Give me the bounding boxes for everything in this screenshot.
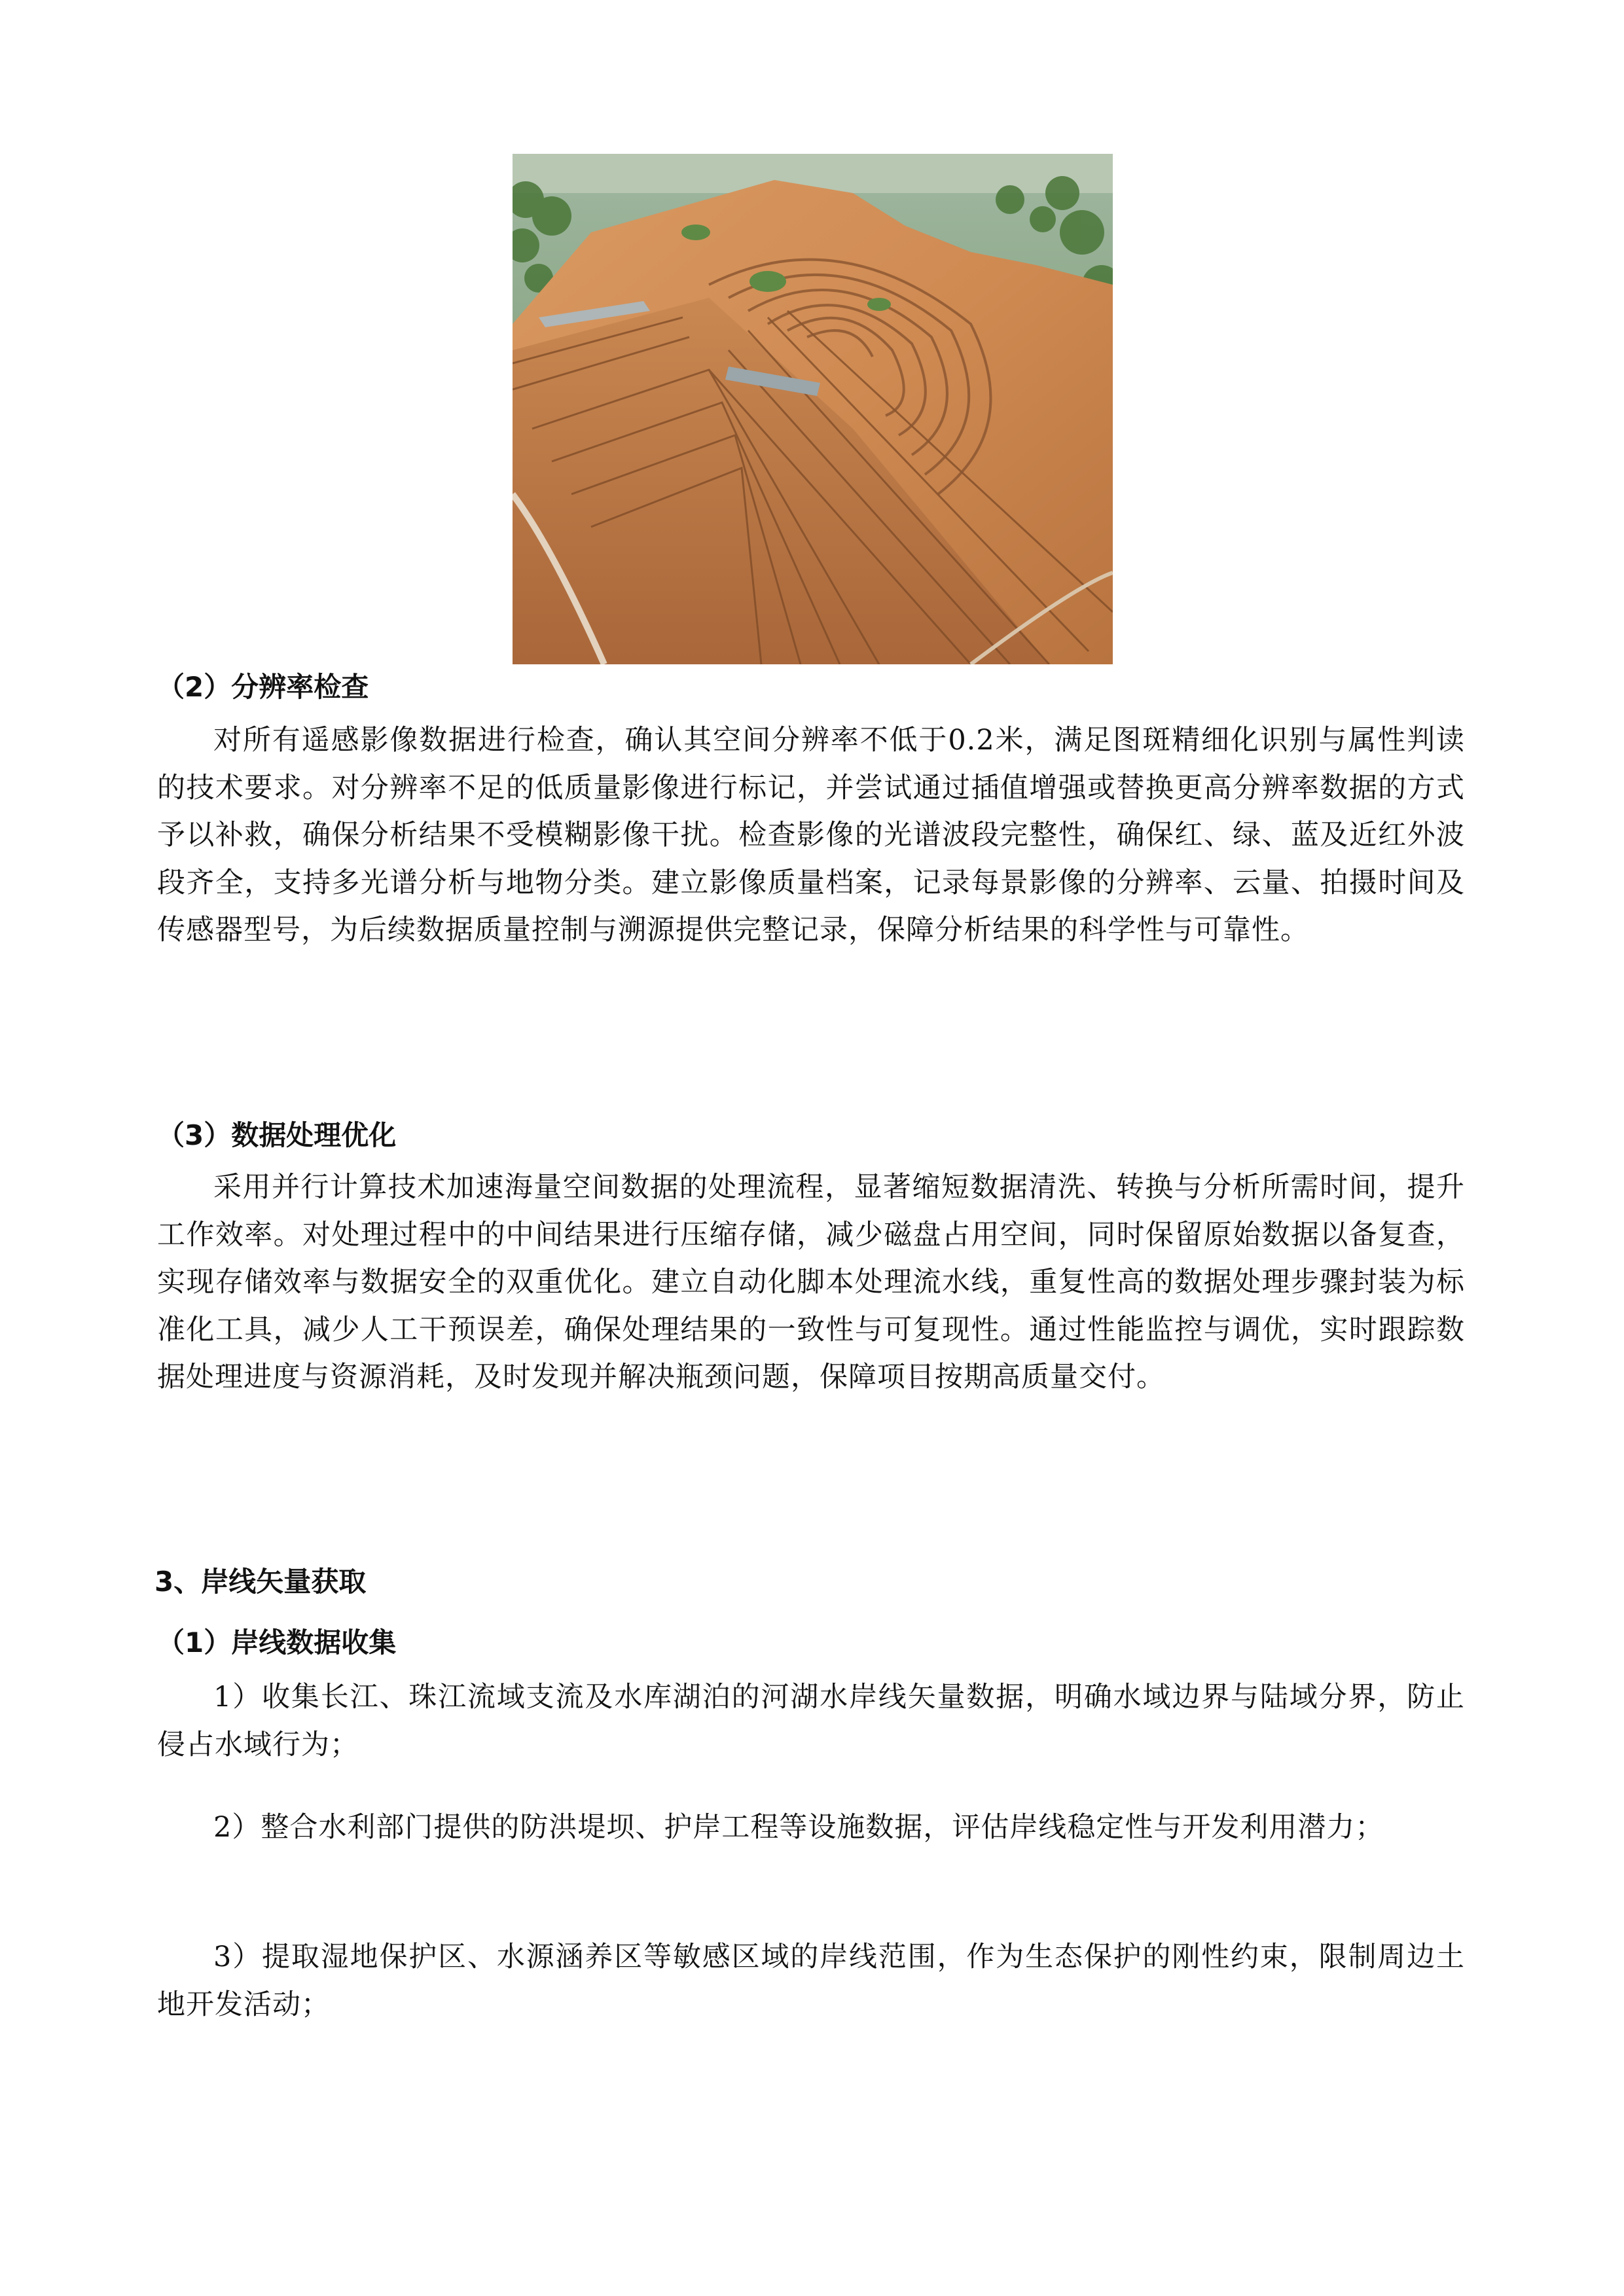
- aerial-terraced-hill-photo: [513, 154, 1113, 664]
- heading-shoreline-vector: 3、岸线矢量获取: [154, 1566, 367, 1598]
- paragraph-resolution-check: 对所有遥感影像数据进行检查，确认其空间分辨率不低于0.2米，满足图斑精细化识别与属性判读的技术要求。对分辨率不足的低质量影像进行标记，并尝试通过插值增强或替换更高分辨率数据的方式予以补救，确保分析结果不受模糊影像干扰。检查影像的光谱波段完整性，确保红、绿、蓝及近红外波段齐全，支持多光谱分析与地物分类。建立影像质量档案，记录每景影像的分辨率、云量、拍摄时间及传感器型号，为后续数据质量控制与溯源提供完整记录，保障分析结果的科学性与可靠性。: [157, 724, 1465, 947]
- list-item-shoreline-2: 2）整合水利部门提供的防洪堤坝、护岸工程等设施数据，评估岸线稳定性与开发利用潜力；: [213, 1811, 1384, 1844]
- paragraph-data-processing: 采用并行计算技术加速海量空间数据的处理流程，显著缩短数据清洗、转换与分析所需时间，提升工作效率。对处理过程中的中间结果进行压缩存储，减少磁盘占用空间，同时保留原始数据以备复查，实现存储效率与数据安全的双重优化。建立自动化脚本处理流水线，重复性高的数据处理步骤封装为标准化工具，减少人工干预误差，确保处理结果的一致性与可复现性。通过性能监控与调优，实时跟踪数据处理进度与资源消耗，及时发现并解决瓶颈问题，保障项目按期高质量交付。: [157, 1171, 1465, 1394]
- list-item-shoreline-1: 1）收集长江、珠江流域支流及水库湖泊的河湖水岸线矢量数据，明确水域边界与陆域分界，防止侵占水域行为；: [157, 1681, 1465, 1761]
- list-item-shoreline-3: 3）提取湿地保护区、水源涵养区等敏感区域的岸线范围，作为生态保护的刚性约束，限制周边土地开发活动；: [157, 1941, 1465, 2021]
- heading-shoreline-collection: （1）岸线数据收集: [157, 1626, 397, 1659]
- heading-resolution-check: （2）分辨率检查: [157, 671, 369, 703]
- heading-data-processing: （3）数据处理优化: [157, 1119, 397, 1151]
- terraced-hill-image: [513, 154, 1113, 664]
